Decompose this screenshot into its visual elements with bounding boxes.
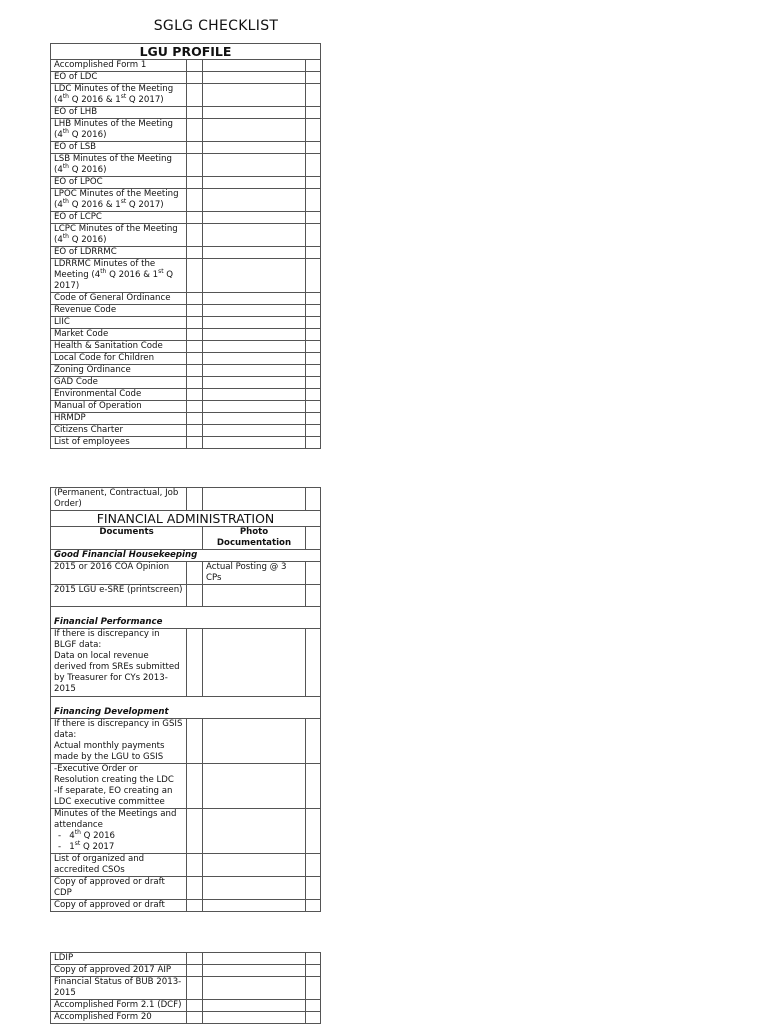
lgu-profile-row-label: Citizens Charter — [51, 425, 187, 437]
minutes-label: Minutes of the Meetings and attendance — [54, 809, 177, 830]
lgu-profile-row-cell — [187, 341, 203, 353]
page3-row-cell — [203, 953, 306, 965]
lgu-profile-row-cell — [187, 437, 203, 449]
lgu-profile-row-cell — [306, 413, 321, 425]
lgu-profile-row-cell — [306, 189, 321, 212]
lgu-profile-row — [51, 365, 321, 377]
lgu-profile-row-cell — [187, 119, 203, 142]
lgu-profile-row-cell — [187, 305, 203, 317]
lgu-profile-row-label: Health & Sanitation Code — [51, 341, 187, 353]
lgu-profile-row — [51, 425, 321, 437]
page3-row-cell — [306, 1000, 321, 1012]
lgu-profile-row-cell — [306, 60, 321, 72]
lgu-profile-row-cell — [187, 154, 203, 177]
lgu-profile-row-cell — [187, 365, 203, 377]
lgu-profile-table — [50, 43, 321, 449]
lgu-profile-row-label: EO of LHB — [51, 107, 187, 119]
page3-row-label: Financial Status of BUB 2013-2015 — [51, 977, 187, 1000]
lgu-profile-row-label: List of employees — [51, 437, 187, 449]
lgu-profile-row-label: Accomplished Form 1 — [51, 60, 187, 72]
lgu-profile-row-cell — [203, 119, 306, 142]
lgu-profile-row-cell — [306, 305, 321, 317]
lgu-profile-row-cell — [187, 377, 203, 389]
lgu-profile-row-label: Market Code — [51, 329, 187, 341]
lgu-profile-row — [51, 84, 321, 107]
lgu-profile-header: LGU PROFILE — [51, 44, 321, 60]
lgu-profile-row-label: Local Code for Children — [51, 353, 187, 365]
lgu-profile-row-label: LDC Minutes of the Meeting (4th Q 2016 & 1st Q 2017) — [51, 84, 187, 107]
lgu-profile-row-label: Code of General Ordinance — [51, 293, 187, 305]
lgu-profile-row-cell — [203, 401, 306, 413]
lgu-profile-row-cell — [306, 247, 321, 259]
lgu-profile-row-cell — [187, 107, 203, 119]
lgu-profile-row — [51, 317, 321, 329]
lgu-profile-row-cell — [306, 107, 321, 119]
minutes-bullet-2: - 1st Q 2017 — [58, 840, 115, 852]
lgu-profile-row-cell — [203, 425, 306, 437]
lgu-profile-row — [51, 154, 321, 177]
lgu-profile-row — [51, 293, 321, 305]
page3-row-cell — [306, 977, 321, 1000]
lgu-profile-row-label: EO of LDRRMC — [51, 247, 187, 259]
lgu-profile-row-cell — [187, 329, 203, 341]
lgu-profile-row-cell — [203, 437, 306, 449]
documents-column-header: Documents — [51, 527, 203, 550]
page3-row-cell — [306, 953, 321, 965]
lgu-profile-row-cell — [306, 341, 321, 353]
lgu-profile-row-cell — [203, 377, 306, 389]
lgu-profile-row-cell — [203, 107, 306, 119]
continued-cell: (Permanent, Contractual, Job Order) — [51, 488, 187, 511]
coa-opinion-row: 2015 or 2016 COA Opinion — [51, 562, 187, 585]
lgu-profile-row-cell — [187, 413, 203, 425]
page3-row-label: Copy of approved 2017 AIP — [51, 965, 187, 977]
lgu-profile-row-cell — [306, 329, 321, 341]
lgu-profile-row-cell — [306, 259, 321, 293]
lgu-profile-row — [51, 377, 321, 389]
page3-row-label: Accomplished Form 20 — [51, 1012, 187, 1024]
actual-posting-cell: Actual Posting @ 3 CPs — [203, 562, 306, 585]
page3-row-cell — [203, 965, 306, 977]
page3-row-cell — [187, 965, 203, 977]
lgu-profile-row-cell — [187, 425, 203, 437]
page3-table — [50, 952, 321, 1024]
lgu-profile-row-cell — [306, 425, 321, 437]
lgu-profile-row — [51, 329, 321, 341]
financial-performance-row: If there is discrepancy in BLGF data: Data on local revenue derived from SREs submitted by Treasurer for CYs 2013-2015 — [51, 629, 187, 697]
lgu-profile-row — [51, 142, 321, 154]
lgu-profile-row-cell — [187, 60, 203, 72]
lgu-profile-row — [51, 72, 321, 84]
lgu-profile-row-label: LHB Minutes of the Meeting (4th Q 2016) — [51, 119, 187, 142]
lgu-profile-row-label: EO of LPOC — [51, 177, 187, 189]
lgu-profile-row-cell — [203, 189, 306, 212]
eo-ldc-row: -Executive Order or Resolution creating the LDC -If separate, EO creating an LDC executive committee — [51, 764, 187, 809]
lgu-profile-row — [51, 389, 321, 401]
lgu-profile-row-label: LPOC Minutes of the Meeting (4th Q 2016 & 1st Q 2017) — [51, 189, 187, 212]
lgu-profile-row-cell — [187, 247, 203, 259]
copy-draft-row: Copy of approved or draft — [51, 900, 187, 912]
lgu-profile-row-cell — [187, 389, 203, 401]
lgu-profile-row-cell — [203, 413, 306, 425]
lgu-profile-row-cell — [187, 317, 203, 329]
lgu-profile-row-cell — [203, 60, 306, 72]
lgu-profile-row-cell — [187, 353, 203, 365]
section-good-financial-housekeeping: Good Financial Housekeeping — [51, 550, 321, 562]
lgu-profile-row-cell — [203, 293, 306, 305]
page3-row — [51, 1012, 321, 1024]
gsis-row: If there is discrepancy in GSIS data: Actual monthly payments made by the LGU to GSIS — [51, 719, 187, 764]
lgu-profile-row-cell — [306, 437, 321, 449]
lgu-profile-row — [51, 341, 321, 353]
lgu-profile-row-cell — [187, 212, 203, 224]
cso-row: List of organized and accredited CSOs — [51, 854, 187, 877]
page3-row-cell — [306, 1012, 321, 1024]
lgu-profile-row — [51, 212, 321, 224]
minutes-bullet-1: - 4th Q 2016 — [58, 829, 116, 841]
lgu-profile-row-cell — [306, 293, 321, 305]
lgu-profile-row-cell — [187, 259, 203, 293]
lgu-profile-row-cell — [187, 84, 203, 107]
lgu-profile-row-label: LDRRMC Minutes of the Meeting (4th Q 2016 & 1st Q 2017) — [51, 259, 187, 293]
page3-row-cell — [187, 1012, 203, 1024]
lgu-profile-row — [51, 401, 321, 413]
lgu-profile-row — [51, 177, 321, 189]
lgu-profile-row — [51, 413, 321, 425]
page3-row-cell — [203, 1012, 306, 1024]
lgu-profile-row-label: Zoning Ordinance — [51, 365, 187, 377]
lgu-profile-row — [51, 224, 321, 247]
lgu-profile-row-label: EO of LCPC — [51, 212, 187, 224]
page3-row-cell — [306, 965, 321, 977]
lgu-profile-row-cell — [187, 177, 203, 189]
lgu-profile-row — [51, 259, 321, 293]
page3-row-cell — [203, 1000, 306, 1012]
lgu-profile-row — [51, 60, 321, 72]
lgu-profile-row-cell — [203, 353, 306, 365]
lgu-profile-row-label: LSB Minutes of the Meeting (4th Q 2016) — [51, 154, 187, 177]
lgu-profile-row — [51, 107, 321, 119]
lgu-profile-row-cell — [306, 177, 321, 189]
minutes-row — [51, 809, 187, 854]
lgu-profile-row — [51, 353, 321, 365]
financial-administration-table — [50, 487, 321, 912]
financial-administration-header: FINANCIAL ADMINISTRATION — [51, 511, 321, 527]
lgu-profile-row-cell — [203, 224, 306, 247]
lgu-profile-row-cell — [306, 377, 321, 389]
photo-documentation-column-header: Photo Documentation — [203, 527, 306, 550]
lgu-profile-row-cell — [187, 72, 203, 84]
lgu-profile-row-label: GAD Code — [51, 377, 187, 389]
page3-row-label: LDIP — [51, 953, 187, 965]
page3-row-cell — [187, 977, 203, 1000]
page3-row-cell — [203, 977, 306, 1000]
lgu-profile-row — [51, 305, 321, 317]
page3-row — [51, 953, 321, 965]
lgu-profile-row-cell — [203, 389, 306, 401]
cdp-row: Copy of approved or draft CDP — [51, 877, 187, 900]
lgu-esre-row: 2015 LGU e-SRE (printscreen) — [51, 585, 187, 607]
lgu-profile-row-cell — [187, 142, 203, 154]
lgu-profile-row-cell — [187, 293, 203, 305]
lgu-profile-row-label: LIIC — [51, 317, 187, 329]
lgu-profile-row-cell — [306, 119, 321, 142]
lgu-profile-row-cell — [203, 305, 306, 317]
page3-row — [51, 977, 321, 1000]
lgu-profile-row — [51, 119, 321, 142]
lgu-profile-row-cell — [187, 224, 203, 247]
lgu-profile-row-cell — [306, 84, 321, 107]
section-financial-performance: Financial Performance — [51, 607, 321, 629]
page3-row — [51, 965, 321, 977]
lgu-profile-row-cell — [306, 224, 321, 247]
section-financing-development: Financing Development — [51, 697, 321, 719]
lgu-profile-row-label: Revenue Code — [51, 305, 187, 317]
lgu-profile-row-cell — [203, 329, 306, 341]
lgu-profile-row-label: HRMDP — [51, 413, 187, 425]
lgu-profile-row-cell — [203, 259, 306, 293]
lgu-profile-row-cell — [203, 84, 306, 107]
page3-row — [51, 1000, 321, 1012]
lgu-profile-row — [51, 437, 321, 449]
lgu-profile-row-cell — [203, 365, 306, 377]
lgu-profile-row-cell — [187, 401, 203, 413]
lgu-profile-row-label: Environmental Code — [51, 389, 187, 401]
lgu-profile-row-cell — [306, 212, 321, 224]
page3-row-label: Accomplished Form 2.1 (DCF) — [51, 1000, 187, 1012]
lgu-profile-row-cell — [203, 72, 306, 84]
lgu-profile-row-cell — [306, 154, 321, 177]
lgu-profile-row-cell — [203, 341, 306, 353]
lgu-profile-row-cell — [203, 247, 306, 259]
lgu-profile-row-cell — [203, 177, 306, 189]
lgu-profile-row-cell — [203, 317, 306, 329]
lgu-profile-row-cell — [306, 389, 321, 401]
lgu-profile-row-cell — [306, 365, 321, 377]
lgu-profile-row-cell — [187, 189, 203, 212]
page3-row-cell — [187, 1000, 203, 1012]
lgu-profile-row-cell — [306, 401, 321, 413]
lgu-profile-row-cell — [306, 353, 321, 365]
lgu-profile-row-label: Manual of Operation — [51, 401, 187, 413]
lgu-profile-row-cell — [306, 72, 321, 84]
lgu-profile-row-cell — [203, 212, 306, 224]
page3-row-cell — [187, 953, 203, 965]
lgu-profile-row — [51, 247, 321, 259]
lgu-profile-row-label: EO of LSB — [51, 142, 187, 154]
lgu-profile-row-cell — [203, 142, 306, 154]
page-title: SGLG CHECKLIST — [153, 18, 279, 34]
lgu-profile-row — [51, 189, 321, 212]
lgu-profile-row-cell — [306, 142, 321, 154]
lgu-profile-row-label: LCPC Minutes of the Meeting (4th Q 2016) — [51, 224, 187, 247]
lgu-profile-row-cell — [203, 154, 306, 177]
lgu-profile-row-cell — [306, 317, 321, 329]
lgu-profile-row-label: EO of LDC — [51, 72, 187, 84]
